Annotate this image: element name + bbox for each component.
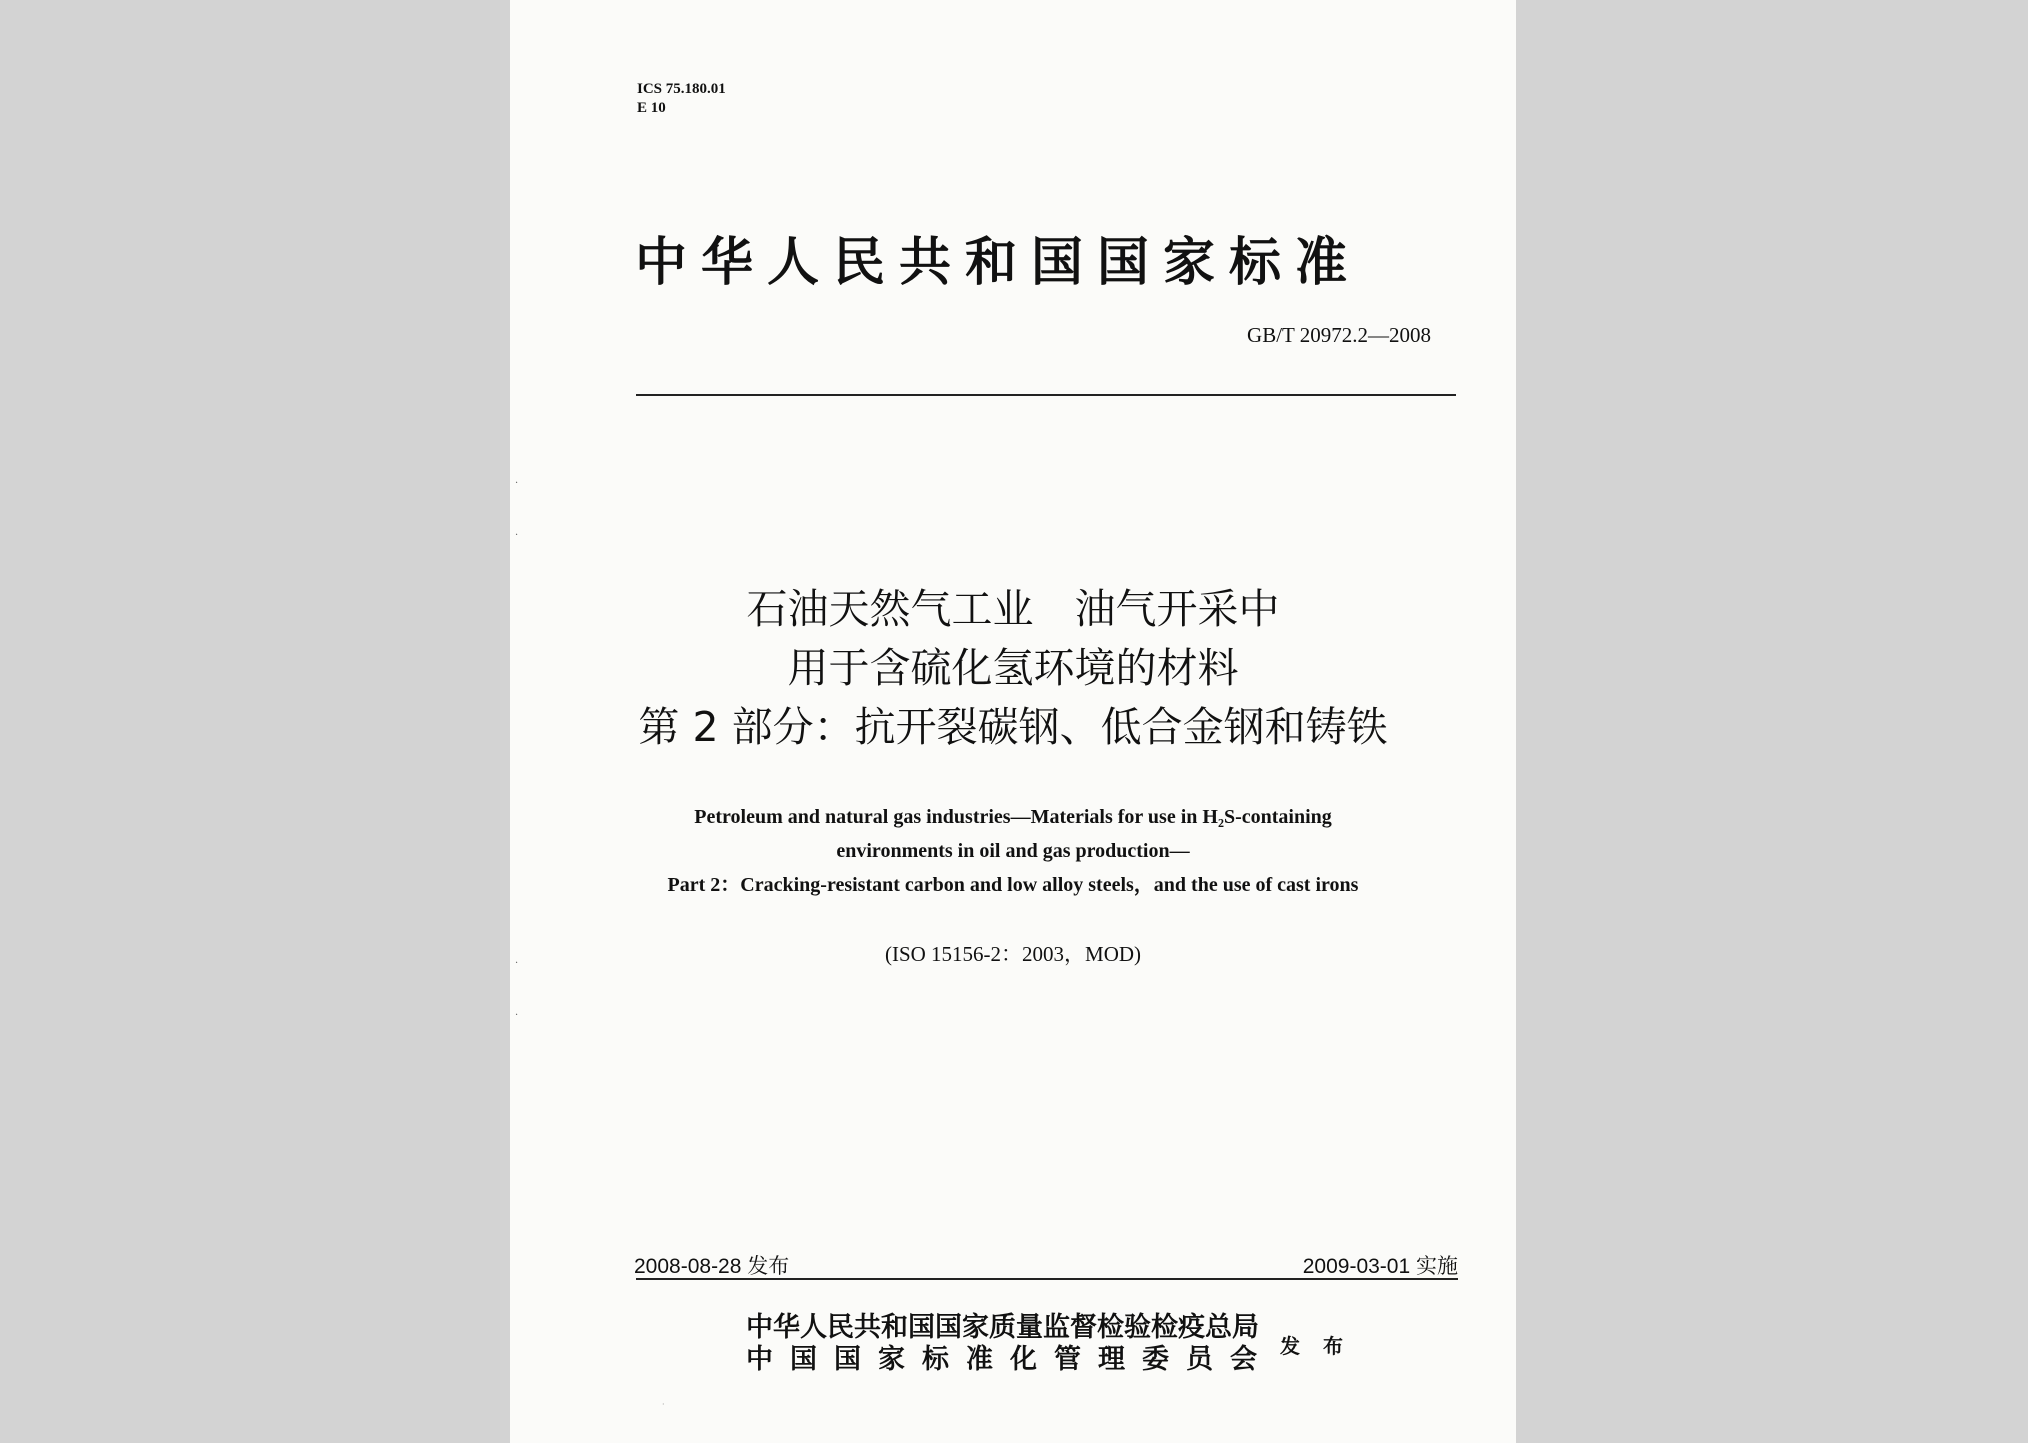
footer-divider [636, 1278, 1458, 1280]
chinese-title-line: 石油天然气工业 油气开采中 [746, 585, 1280, 633]
iso-reference: (ISO 15156-2：2003，MOD) [884, 942, 1142, 966]
issuer-line: 中国国家标准化管理委员会 [746, 1344, 1274, 1375]
english-title [510, 800, 1516, 902]
national-standard-title: 中华人民共和国国家标准 [635, 232, 1362, 293]
issuing-authorities [746, 1312, 1274, 1376]
implementation-date: 2009-03-01 实施 [1302, 1255, 1458, 1278]
chinese-title-line: 用于含硫化氢环境的材料 [787, 644, 1239, 692]
english-title-line: environments in oil and gas production— [836, 840, 1190, 862]
margin-mark: · [515, 530, 519, 541]
margin-mark: · [515, 1010, 519, 1021]
standard-code: GB/T 20972.2—2008 [1247, 323, 1431, 347]
chinese-title-line: 第 2 部分：抗开裂碳钢、低合金钢和铸铁 [638, 703, 1388, 751]
chinese-title [510, 580, 1516, 757]
publish-label: 发 布 [1280, 1334, 1351, 1358]
issuer-line: 中华人民共和国国家质量监督检验检疫总局 [746, 1312, 1259, 1343]
english-title-line: Part 2：Cracking-resistant carbon and low alloy steels，and the use of cast irons [667, 874, 1359, 896]
document-page [510, 0, 1516, 1443]
issue-date: 2008-08-28 发布 [634, 1255, 790, 1278]
margin-mark: · [515, 958, 519, 969]
scan-speck: · [662, 1400, 665, 1409]
margin-mark: · [515, 478, 519, 489]
classification-codes [637, 80, 726, 118]
header-divider [636, 394, 1456, 396]
ics-code: ICS 75.180.01 [637, 81, 726, 97]
ccs-code: E 10 [637, 100, 666, 116]
english-title-line: Petroleum and natural gas industries—Materials for use in H₂S-containing [694, 806, 1332, 828]
